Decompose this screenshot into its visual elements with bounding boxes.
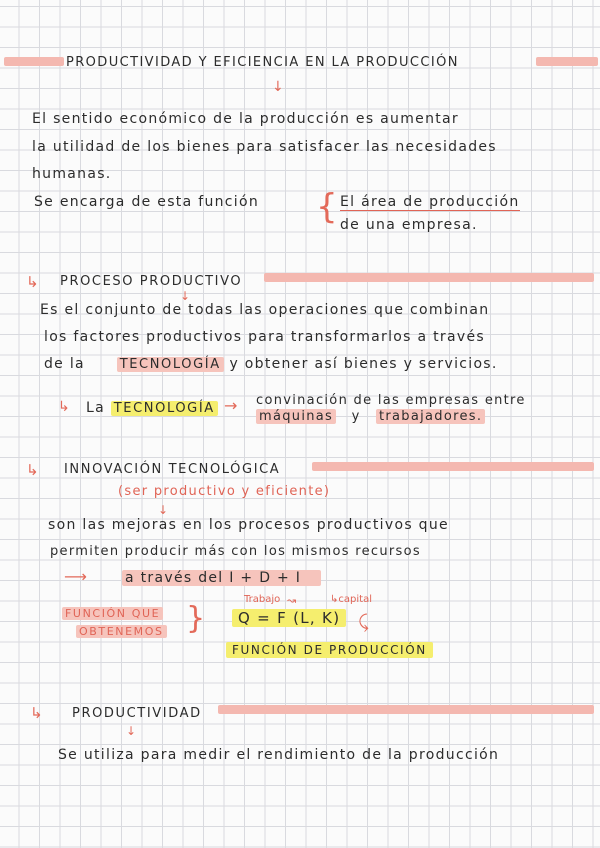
funcion-label-2: OBTENEMOS: [76, 625, 167, 638]
innovacion-heading: INNOVACIÓN TECNOLÓGICA: [64, 462, 281, 477]
idi-line: a través del I + D + I: [122, 570, 321, 586]
brace-icon: {: [186, 601, 206, 636]
page-title: PRODUCTIVIDAD Y EFICIENCIA EN LA PRODUCCIÓN: [66, 55, 459, 70]
tecnologia-yellow-highlight: TECNOLOGÍA: [111, 401, 218, 416]
title-bar-right: [536, 57, 598, 66]
title-bar-left: [4, 57, 64, 66]
tecnologia-def-2: máquinas y trabajadores.: [256, 409, 485, 424]
intro-line-1: El sentido económico de la producción es aumentar: [32, 111, 459, 127]
tecnologia-def-1: convinación de las empresas entre: [256, 393, 526, 408]
innovacion-line-2: permiten producir más con los mismos recursos: [50, 544, 421, 559]
hook-arrow-icon: ↳: [30, 704, 43, 722]
hook-arrow-icon: ↳: [58, 399, 70, 415]
intro-line-4: Se encarga de esta función: [34, 194, 260, 210]
intro-brace-b: de una empresa.: [340, 217, 478, 233]
arrow-down-icon: ↓: [126, 724, 137, 738]
arrow-icon: ↝: [287, 594, 297, 607]
innovacion-line-1: son las mejoras en los procesos productivos que: [48, 517, 449, 533]
productividad-line-1: Se utiliza para medir el rendimiento de la producción: [58, 747, 500, 763]
proceso-heading: PROCESO PRODUCTIVO: [60, 274, 243, 289]
curved-arrow-icon: ⤹: [358, 612, 369, 633]
hook-arrow-icon: ↳: [26, 273, 39, 291]
capital-label: ↳capital: [330, 594, 372, 605]
tecnologia-highlight: TECNOLOGÍA: [117, 357, 224, 372]
intro-line-3: humanas.: [32, 166, 112, 182]
arrow-down-icon: ↓: [158, 503, 169, 517]
formula: Q = F (L, K): [232, 609, 346, 627]
intro-line-2: la utilidad de los bienes para satisfacer las necesidades: [32, 139, 497, 155]
hook-arrow-icon: ↳: [26, 461, 39, 479]
trabajo-label: Trabajo: [244, 594, 281, 605]
innovacion-subheading: (ser productivo y eficiente): [118, 484, 331, 499]
productividad-heading: PRODUCTIVIDAD: [72, 706, 202, 721]
arrow-right-icon: →: [224, 396, 238, 415]
arrow-right-icon: ⟶: [64, 567, 87, 586]
intro-brace-a: El área de producción: [340, 194, 520, 210]
arrow-down-icon: ↓: [272, 79, 284, 95]
funcion-label-1: FUNCIÓN QUE: [62, 607, 163, 620]
proceso-heading-bar: [264, 273, 594, 282]
proceso-line-2: los factores productivos para transformarlos a través: [44, 329, 485, 345]
productividad-heading-bar: [218, 705, 594, 714]
arrow-down-icon: ↓: [180, 289, 191, 303]
proceso-line-3: de la TECNOLOGÍA y obtener así bienes y servicios.: [44, 356, 498, 372]
innovacion-heading-bar: [312, 462, 594, 471]
brace-icon: {: [316, 187, 338, 227]
proceso-line-1: Es el conjunto de todas las operaciones que combinan: [40, 302, 490, 318]
tecnologia-sub: La TECNOLOGÍA: [86, 400, 218, 416]
funcion-produccion: FUNCIÓN DE PRODUCCIÓN: [226, 643, 433, 657]
